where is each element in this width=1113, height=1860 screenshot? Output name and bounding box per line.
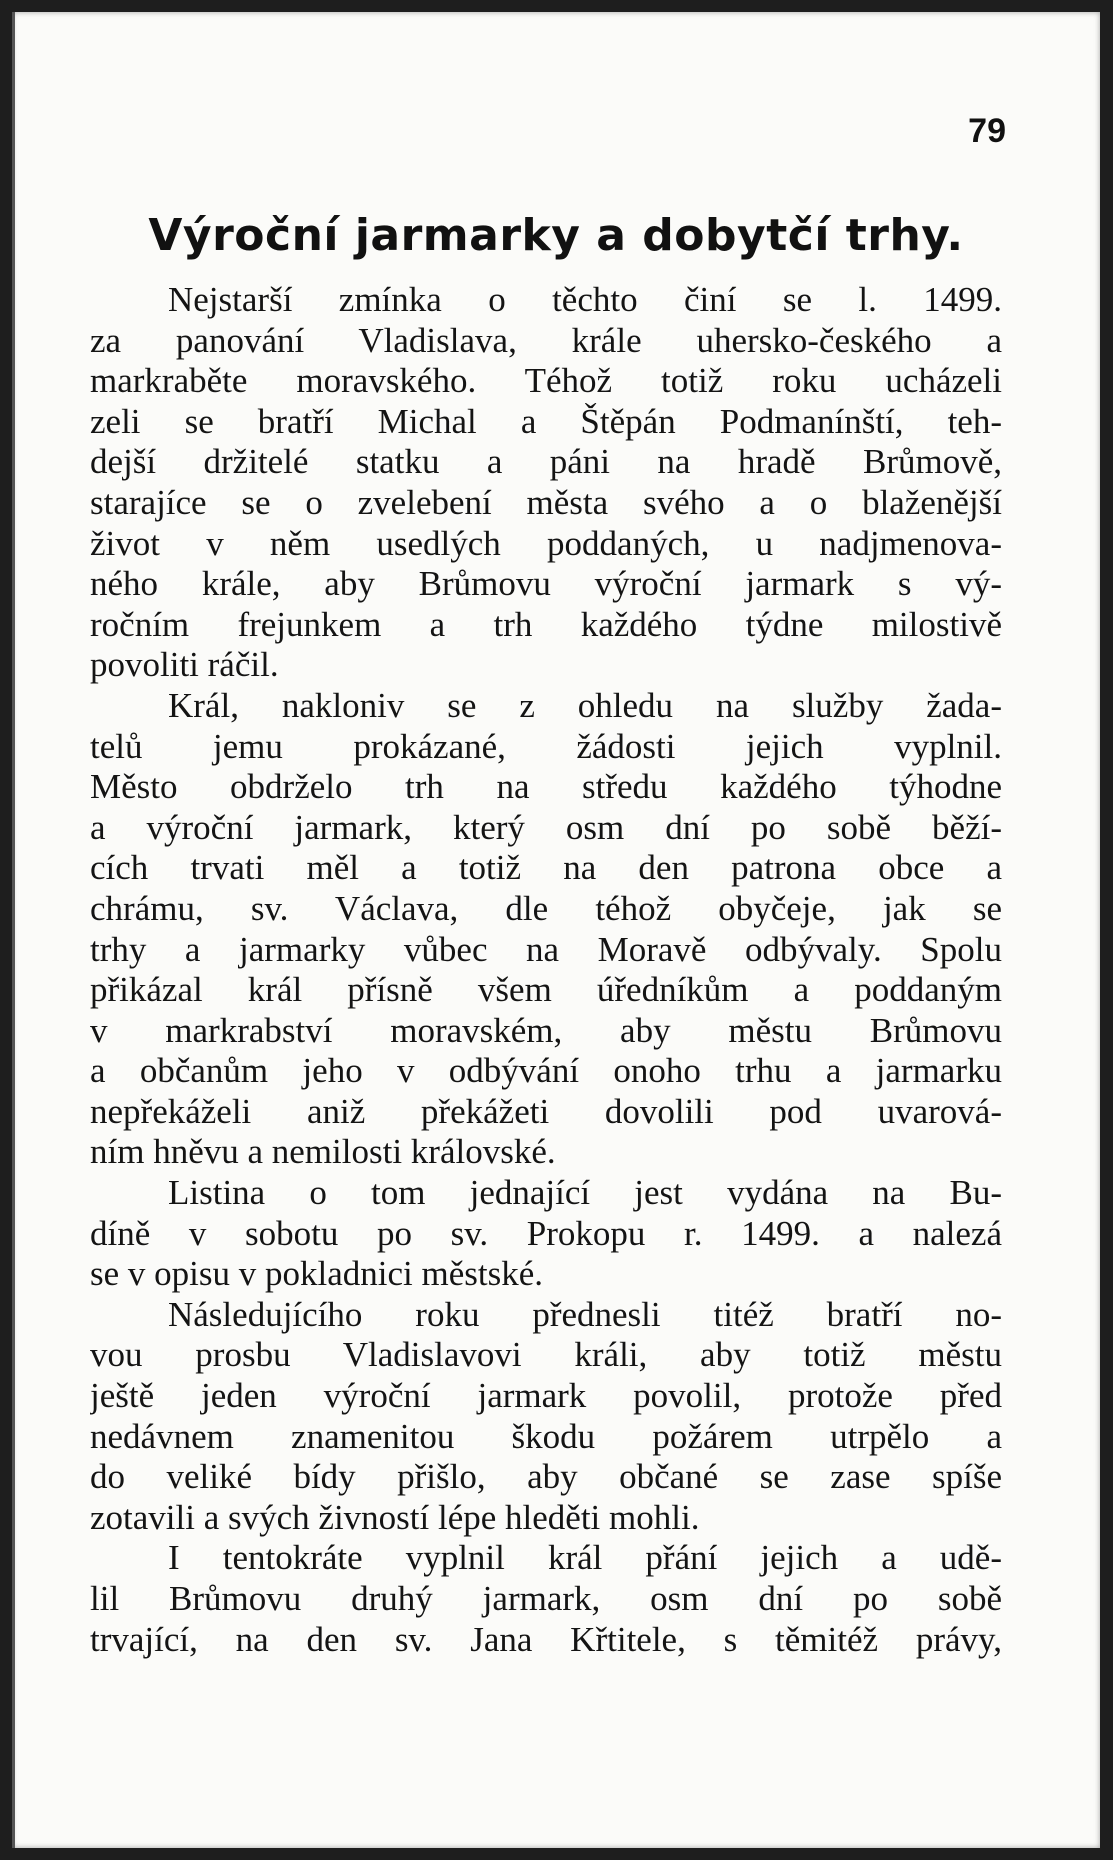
text-line: chrámu, sv. Václava, dle téhož obyčeje, jak se bbox=[90, 888, 1002, 928]
text-line: život v něm usedlých poddaných, u nadjmenova- bbox=[90, 523, 1002, 563]
text-line: ného krále, aby Brůmovu výroční jarmark s vý- bbox=[90, 564, 1002, 604]
text-line: se v opisu v pokladnici městské. bbox=[90, 1254, 544, 1294]
text-line: I tentokráte vyplnil král přání jejich a udě- bbox=[168, 1538, 1002, 1578]
text-line: do veliké bídy přišlo, aby občané se zase spíše bbox=[90, 1457, 1002, 1497]
text-line: starajíce se o zvelebení města svého a o blaženější bbox=[90, 482, 1002, 522]
text-line: telů jemu prokázané, žádosti jejich vyplnil. bbox=[90, 726, 1002, 766]
text-line: lil Brůmovu druhý jarmark, osm dní po sobě bbox=[90, 1579, 1002, 1618]
text-line: zeli se bratří Michal a Štěpán Podmanínští, teh- bbox=[90, 401, 1002, 441]
text-line: markraběte moravského. Téhož totiž roku ucházeli bbox=[90, 361, 1002, 401]
text-line: nepřekáželi aniž překážeti dovolili pod uvarová- bbox=[90, 1091, 1002, 1131]
text-line: ním hněvu a nemilosti královské. bbox=[90, 1132, 556, 1172]
text-line: za panování Vladislava, krále uhersko-českého a bbox=[90, 320, 1002, 360]
text-line: Město obdrželo trh na středu každého týhodne bbox=[90, 767, 1002, 807]
text-line: a občanům jeho v odbývání onoho trhu a jarmarku bbox=[90, 1051, 1002, 1091]
text-line: ještě jeden výroční jarmark povolil, protože před bbox=[90, 1376, 1002, 1416]
text-line: a výroční jarmark, který osm dní po sobě běží- bbox=[90, 807, 1002, 847]
text-line: Král, nakloniv se z ohledu na služby žada- bbox=[168, 685, 1002, 725]
text-line: Následujícího roku přednesli titéž bratří no- bbox=[168, 1294, 1002, 1334]
text-line: přikázal král přísně všem úředníkům a poddaným bbox=[90, 970, 1002, 1010]
text-line: nedávnem znamenitou škodu požárem utrpělo a bbox=[90, 1416, 1002, 1456]
text-line: ročním frejunkem a trh každého týdne milostivě bbox=[90, 604, 1002, 644]
text-line: vou prosbu Vladislavovi králi, aby totiž městu bbox=[90, 1335, 1002, 1375]
text-line: zotavili a svých živností lépe hleděti mohli. bbox=[90, 1497, 700, 1537]
chapter-heading: Výroční jarmarky a dobytčí trhy. bbox=[148, 210, 964, 261]
page-edge-divider bbox=[12, 12, 15, 1848]
text-line: cích trvati měl a totiž na den patrona obce a bbox=[90, 848, 1002, 888]
text-line: trvající, na den sv. Jana Křtitele, s těmitéž právy, bbox=[90, 1619, 1002, 1659]
page-number: 79 bbox=[968, 112, 1006, 150]
text-line: Nejstarší zmínka o těchto činí se l. 1499. bbox=[168, 280, 1002, 319]
text-line: dejší držitelé statku a páni na hradě Brůmově, bbox=[90, 442, 1002, 482]
text-line: v markrabství moravském, aby městu Brůmovu bbox=[90, 1010, 1002, 1050]
book-page bbox=[12, 12, 1100, 1848]
text-line: trhy a jarmarky vůbec na Moravě odbývaly. Spolu bbox=[90, 929, 1002, 969]
text-line: díně v sobotu po sv. Prokopu r. 1499. a nalezá bbox=[90, 1213, 1002, 1253]
body-text bbox=[90, 280, 1002, 1660]
text-line: povoliti ráčil. bbox=[90, 645, 279, 685]
text-line: Listina o tom jednající jest vydána na Bu- bbox=[168, 1173, 1002, 1213]
